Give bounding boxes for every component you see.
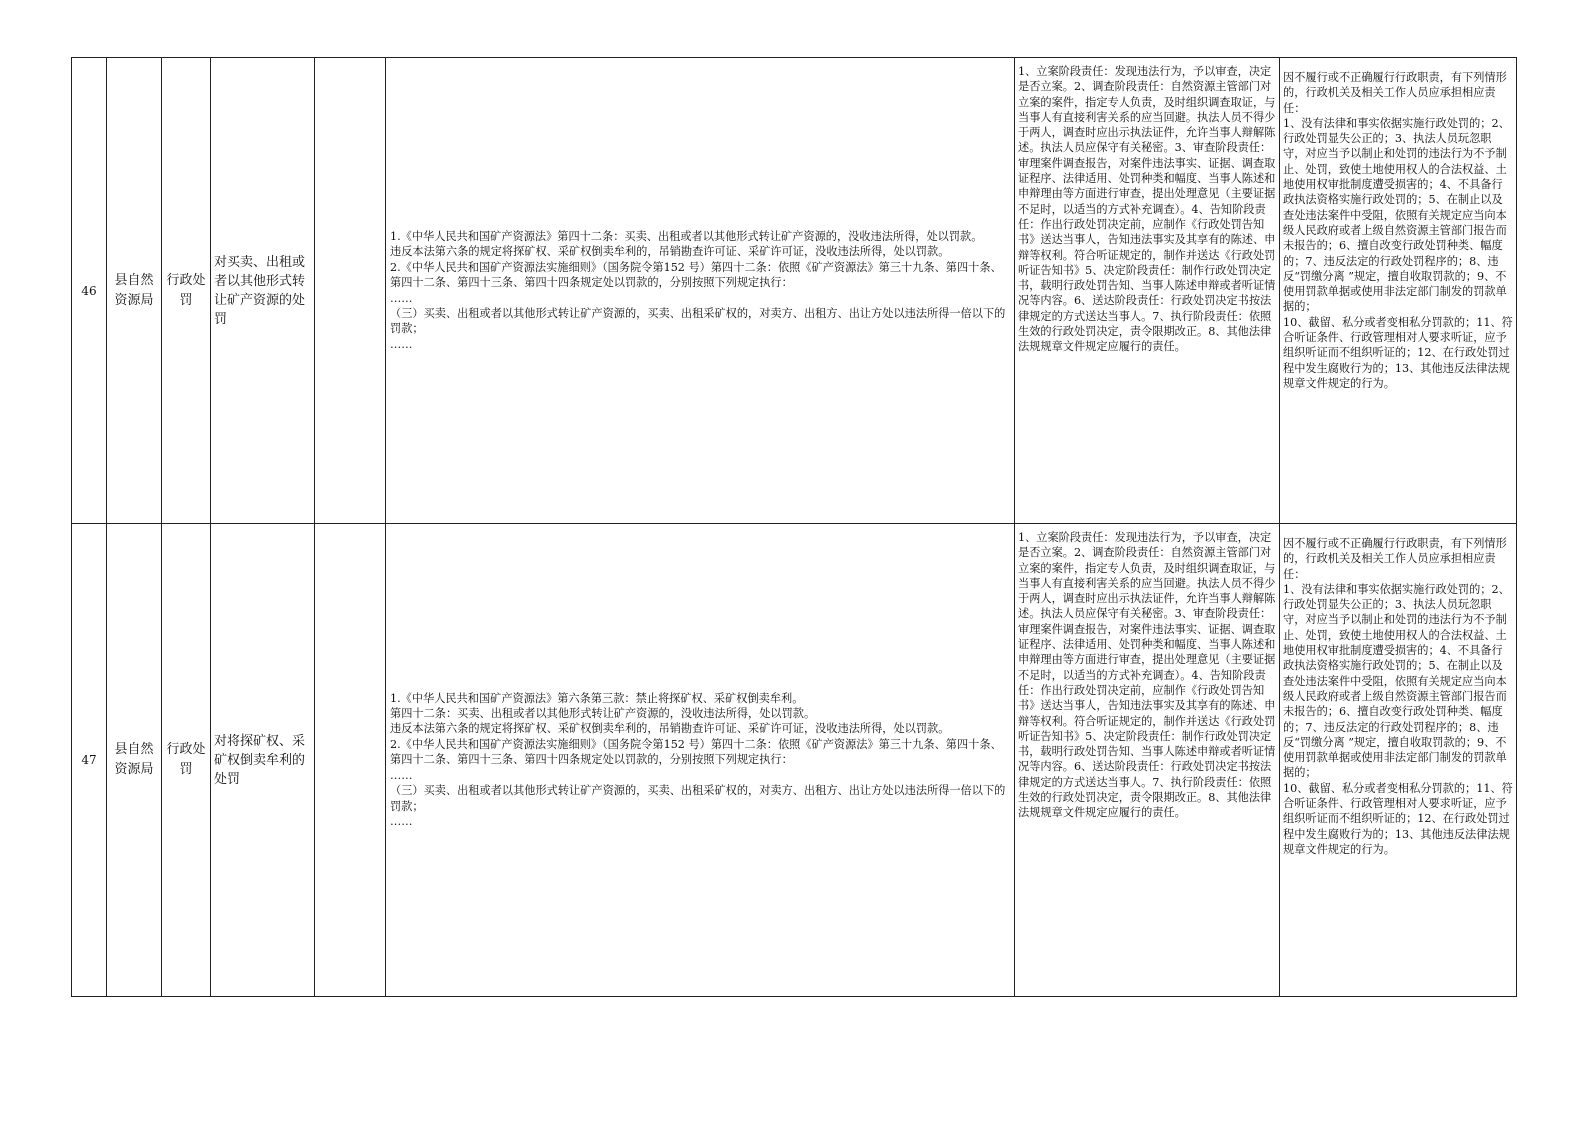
legal-basis-cell [386,58,1015,524]
table-row-47 [72,524,1517,997]
accountability-cell [1280,58,1517,524]
responsibility-text: 1、立案阶段责任：发现违法行为，予以审查，决定是否立案。2、调查阶段责任：自然资源主管部门对立案的案件，指定专人负责，及时组织调查取证，与当事人有直接利害关系的应当回避。执法人员不得少于两人，调查时应出示执法证件，允许当事人辩解陈述。执法人员应保守有关秘密。3、审查阶段责任：审理案件调查报告，对案件违法事实、证据、调查取证程序、法律适用、处罚种类和幅度、当事人陈述和申辩理由等方面进行审查，提出处理意见（主要证据不足时，以适当的方式补充调查）。4、告知阶段责任：作出行政处罚决定前，应制作《行政处罚告知书》送达当事人，告知违法事实及其享有的陈述、申辩等权利。符合听证规定的，制作并送达《行政处罚听证告知书》5、决定阶段责任：制作行政处罚决定书，载明行政处罚告知、当事人陈述申辩或者听证情况等内容。6、送达阶段责任：行政处罚决定书按法律规定的方式送达当事人。7、执行阶段责任：依照生效的行政处罚决定，责令限期改正。8、其他法律法规规章文件规定应履行的责任。 [1018,65,1276,354]
accountability-cell [1280,524,1517,997]
accountability-text: 因不履行或不正确履行行政职责，有下列情形的，行政机关及相关工作人员应承担相应责任： 1、没有法律和事实依据实施行政处罚的；2、行政处罚显失公正的；3、执法人员玩忽职守，对应当予以制止和处罚的违法行为不予制止、处罚，致使土地使用权人的合法权益、土地使用权审批制度遭受损害的；4、不具备行政执法资格实施行政处罚的；5、在制止以及查处违法案件中受阻，依照有关规定应当向本级人民政府或者上级自然资源主管部门报告而未报告的；6、擅自改变行政处罚种类、幅度的；7、违反法定的行政处罚程序的；8、违反“罚缴分离 ”规定，擅自收取罚款的；9、不使用罚款单据或使用非法定部门制发的罚款单据的； 10、截留、私分或者变相私分罚款的；11、符合听证条件、行政管理相对人要求听证，应予组织听证而不组织听证的；12、在行政处罚过程中发生腐败行为的；13、其他违反法律法规规章文件规定的行为。 [1283,71,1513,390]
legal-basis-cell [386,524,1015,997]
legal-basis-text: 1.《中华人民共和国矿产资源法》第六条第三款：禁止将探矿权、采矿权倒卖牟利。 第四十二条：买卖、出租或者以其他形式转让矿产资源的，没收违法所得，处以罚款。 违反本法第六条的规定将探矿权、采矿权倒卖牟利的，吊销勘查许可证、采矿许可证，没收违法所得，处以罚款。 2.《中华人民共和国矿产资源法实施细则》（国务院令第152 号）第四十二条：依照《矿产资源法》第三十九条、第四十条、第四十二条、第四十三条、第四十四条规定处以罚款的，分别按照下列规定执行： …… （三）买卖、出租或者以其他形式转让矿产资源的，买卖、出租采矿权的，对卖方、出租方、出让方处以违法所得一倍以下的罚款； …… [390,691,1006,828]
responsibility-cell [1015,524,1280,997]
power-name-cell: 对买卖、出租或者以其他形式转让矿产资源的处罚 [211,58,315,524]
responsibility-text: 1、立案阶段责任：发现违法行为，予以审查，决定是否立案。2、调查阶段责任：自然资源主管部门对立案的案件，指定专人负责，及时组织调查取证，与当事人有直接利害关系的应当回避。执法人员不得少于两人，调查时应出示执法证件，允许当事人辩解陈述。执法人员应保守有关秘密。3、审查阶段责任：审理案件调查报告，对案件违法事实、证据、调查取证程序、法律适用、处罚种类和幅度、当事人陈述和申辩理由等方面进行审查，提出处理意见（主要证据不足时，以适当的方式补充调查）。4、告知阶段责任：作出行政处罚决定前，应制作《行政处罚告知书》送达当事人，告知违法事实及其享有的陈述、申辩等权利。符合听证规定的，制作并送达《行政处罚听证告知书》5、决定阶段责任：制作行政处罚决定书，载明行政处罚告知、当事人陈述申辩或者听证情况等内容。6、送达阶段责任：行政处罚决定书按法律规定的方式送达当事人。7、执行阶段责任：依照生效的行政处罚决定，责令限期改正。8、其他法律法规规章文件规定应履行的责任。 [1018,531,1276,820]
legal-basis-text: 1.《中华人民共和国矿产资源法》第四十二条：买卖、出租或者以其他形式转让矿产资源的，没收违法所得，处以罚款。 违反本法第六条的规定将探矿权、采矿权倒卖牟利的，吊销勘查许可证、采矿许可证，没收违法所得，处以罚款。 2.《中华人民共和国矿产资源法实施细则》（国务院令第152 号）第四十二条：依照《矿产资源法》第三十九条、第四十条、第四十二条、第四十三条、第四十四条规定处以罚款的，分别按照下列规定执行： …… （三）买卖、出租或者以其他形式转让矿产资源的，买卖、出租采矿权的，对卖方、出租方、出让方处以违法所得一倍以下的罚款； …… [390,229,1006,351]
accountability-text: 因不履行或不正确履行行政职责，有下列情形的，行政机关及相关工作人员应承担相应责任： 1、没有法律和事实依据实施行政处罚的；2、行政处罚显失公正的；3、执法人员玩忽职守，对应当予以制止和处罚的违法行为不予制止、处罚，致使土地使用权人的合法权益、土地使用权审批制度遭受损害的；4、不具备行政执法资格实施行政处罚的；5、在制止以及查处违法案件中受阻，依照有关规定应当向本级人民政府或者上级自然资源主管部门报告而未报告的；6、擅自改变行政处罚种类、幅度的；7、违反法定的行政处罚程序的；8、违反“罚缴分离 ”规定，擅自收取罚款的；9、不使用罚款单据或使用非法定部门制发的罚款单据的； 10、截留、私分或者变相私分罚款的；11、符合听证条件、行政管理相对人要求听证，应予组织听证而不组织听证的；12、在行政处罚过程中发生腐败行为的；13、其他违反法律法规规章文件规定的行为。 [1283,537,1513,856]
row-number: 46 [72,58,107,524]
power-type-cell: 行政处罚 [162,524,211,997]
power-list-table [71,57,1517,997]
table-row-46 [72,58,1517,524]
sub-item-cell [315,58,386,524]
department-cell: 县自然资源局 [107,58,162,524]
row-number: 47 [72,524,107,997]
sub-item-cell [315,524,386,997]
responsibility-cell [1015,58,1280,524]
power-type-cell: 行政处罚 [162,58,211,524]
department-cell: 县自然资源局 [107,524,162,997]
power-name-cell: 对将探矿权、采矿权倒卖牟利的处罚 [211,524,315,997]
